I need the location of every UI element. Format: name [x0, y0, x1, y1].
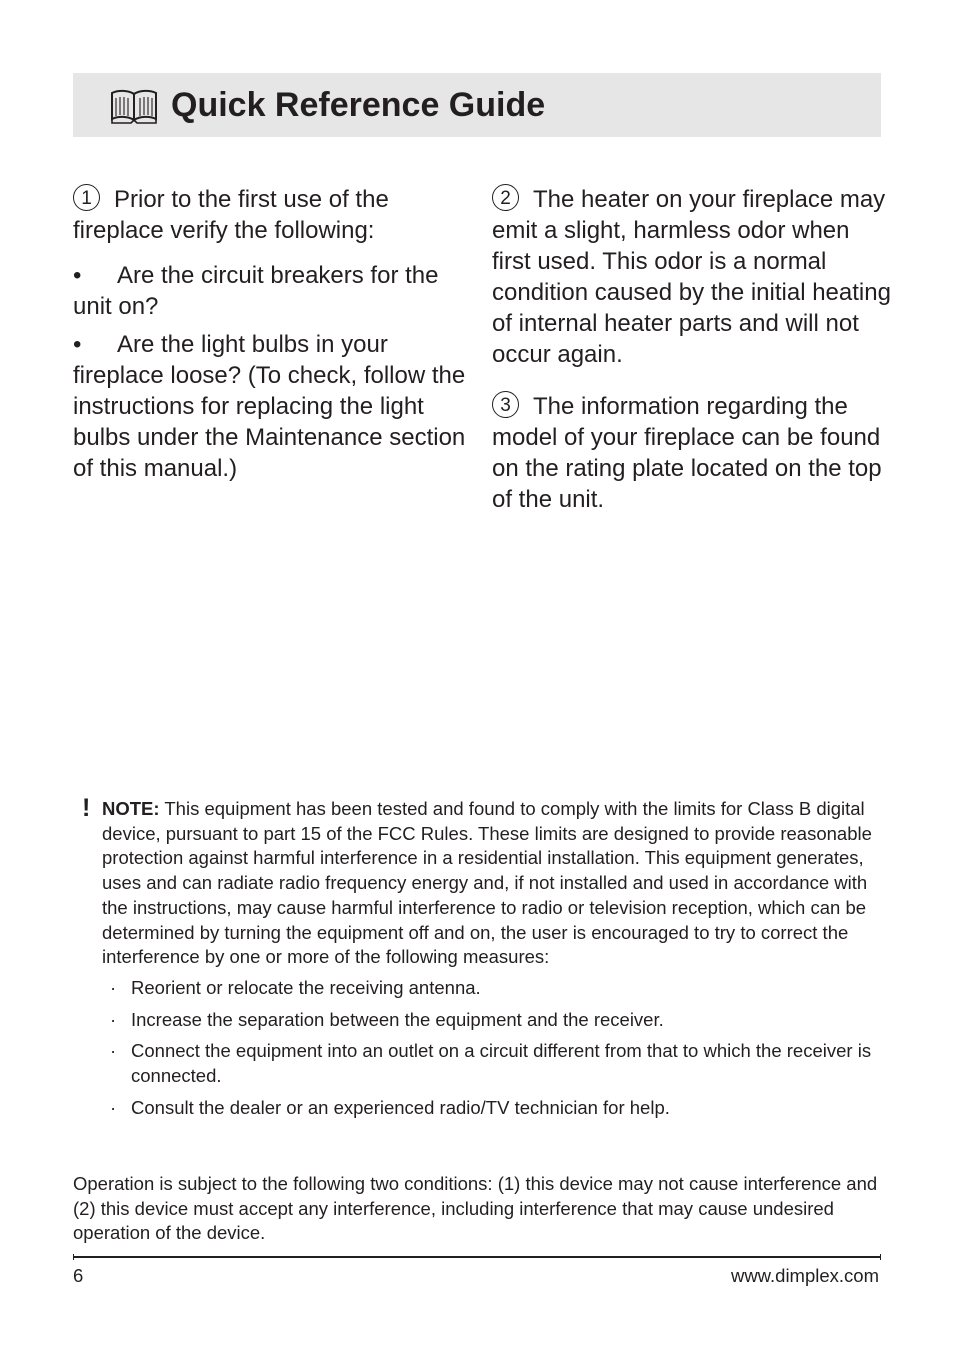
note-text: This equipment has been tested and found to comply with the limits for Class B digital device, pursuant to part 15 of the FCC Rules. These limits are designed to provide reasonable protection against harmful interference in a residential installation. This equipment generates, uses and can radiate radio frequency energy and, if not installed and used in accordance with the instructions, may cause harmful interference to radio or television reception, which can be determined by turning the equipment off and on, the user is encouraged to try to correct the interference by one or more of the following measures:: [102, 798, 872, 968]
fcc-note: [73, 794, 885, 1127]
page-number: 6: [73, 1265, 84, 1286]
measure-text: Connect the equipment into an outlet on a circuit different from that to which the receiver is connected.: [131, 1040, 872, 1087]
step-2-text: The heater on your fireplace may emit a slight, harmless odor when first used. This odor is a normal condition caused by the initial heating of internal heater parts and will not occur again.: [492, 186, 891, 368]
list-item: [73, 1039, 885, 1088]
operation-conditions: Operation is subject to the following two conditions: (1) this device may not cause interference and (2) this device must accept any interference, including interference that may cause undesired operation of the device.: [73, 1173, 878, 1244]
bullet-marker: ·: [110, 1096, 117, 1118]
warning-icon: !: [82, 794, 91, 822]
step-number-1: 1: [73, 184, 100, 211]
list-item: [73, 1008, 885, 1033]
checklist-item-text: Are the light bulbs in your fireplace loose? (To check, follow the instructions for replacing the light bulbs under the Maintenance section of this manual.): [73, 331, 466, 482]
checklist-item: [73, 260, 473, 322]
bullet-marker: ·: [110, 1040, 117, 1062]
note-body: [102, 797, 885, 970]
measures-list: [73, 976, 885, 1121]
measure-text: Increase the separation between the equipment and the receiver.: [131, 1008, 664, 1030]
bullet-marker: ·: [110, 976, 117, 998]
bullet-marker: •: [73, 331, 82, 358]
page-title: Quick Reference Guide: [171, 86, 546, 124]
measure-text: Consult the dealer or an experienced radio/TV technician for help.: [131, 1096, 670, 1118]
step-number-3: 3: [492, 391, 519, 418]
step-number-2: 2: [492, 184, 519, 211]
footer-divider: [73, 1256, 881, 1258]
step-1-text: Prior to the first use of the fireplace verify the following:: [73, 186, 389, 244]
section-header: [73, 73, 881, 137]
right-column: [492, 184, 892, 515]
measure-text: Reorient or relocate the receiving antenna.: [131, 976, 481, 998]
list-item: [73, 976, 885, 1001]
checklist-item-text: Are the circuit breakers for the unit on?: [73, 262, 439, 320]
bullet-marker: ·: [110, 1008, 117, 1030]
list-item: [73, 1096, 885, 1121]
step-3: [492, 391, 892, 515]
left-column: [73, 184, 473, 484]
website-url: www.dimplex.com: [730, 1265, 879, 1286]
step-3-text: The information regarding the model of your fireplace can be found on the rating plate located on the top of the unit.: [492, 393, 882, 513]
note-label: NOTE:: [102, 798, 160, 819]
checklist-item: [73, 329, 473, 484]
bullet-marker: •: [73, 262, 82, 289]
book-icon: [109, 89, 159, 125]
step-2: [492, 184, 892, 370]
step-1: [73, 184, 473, 246]
